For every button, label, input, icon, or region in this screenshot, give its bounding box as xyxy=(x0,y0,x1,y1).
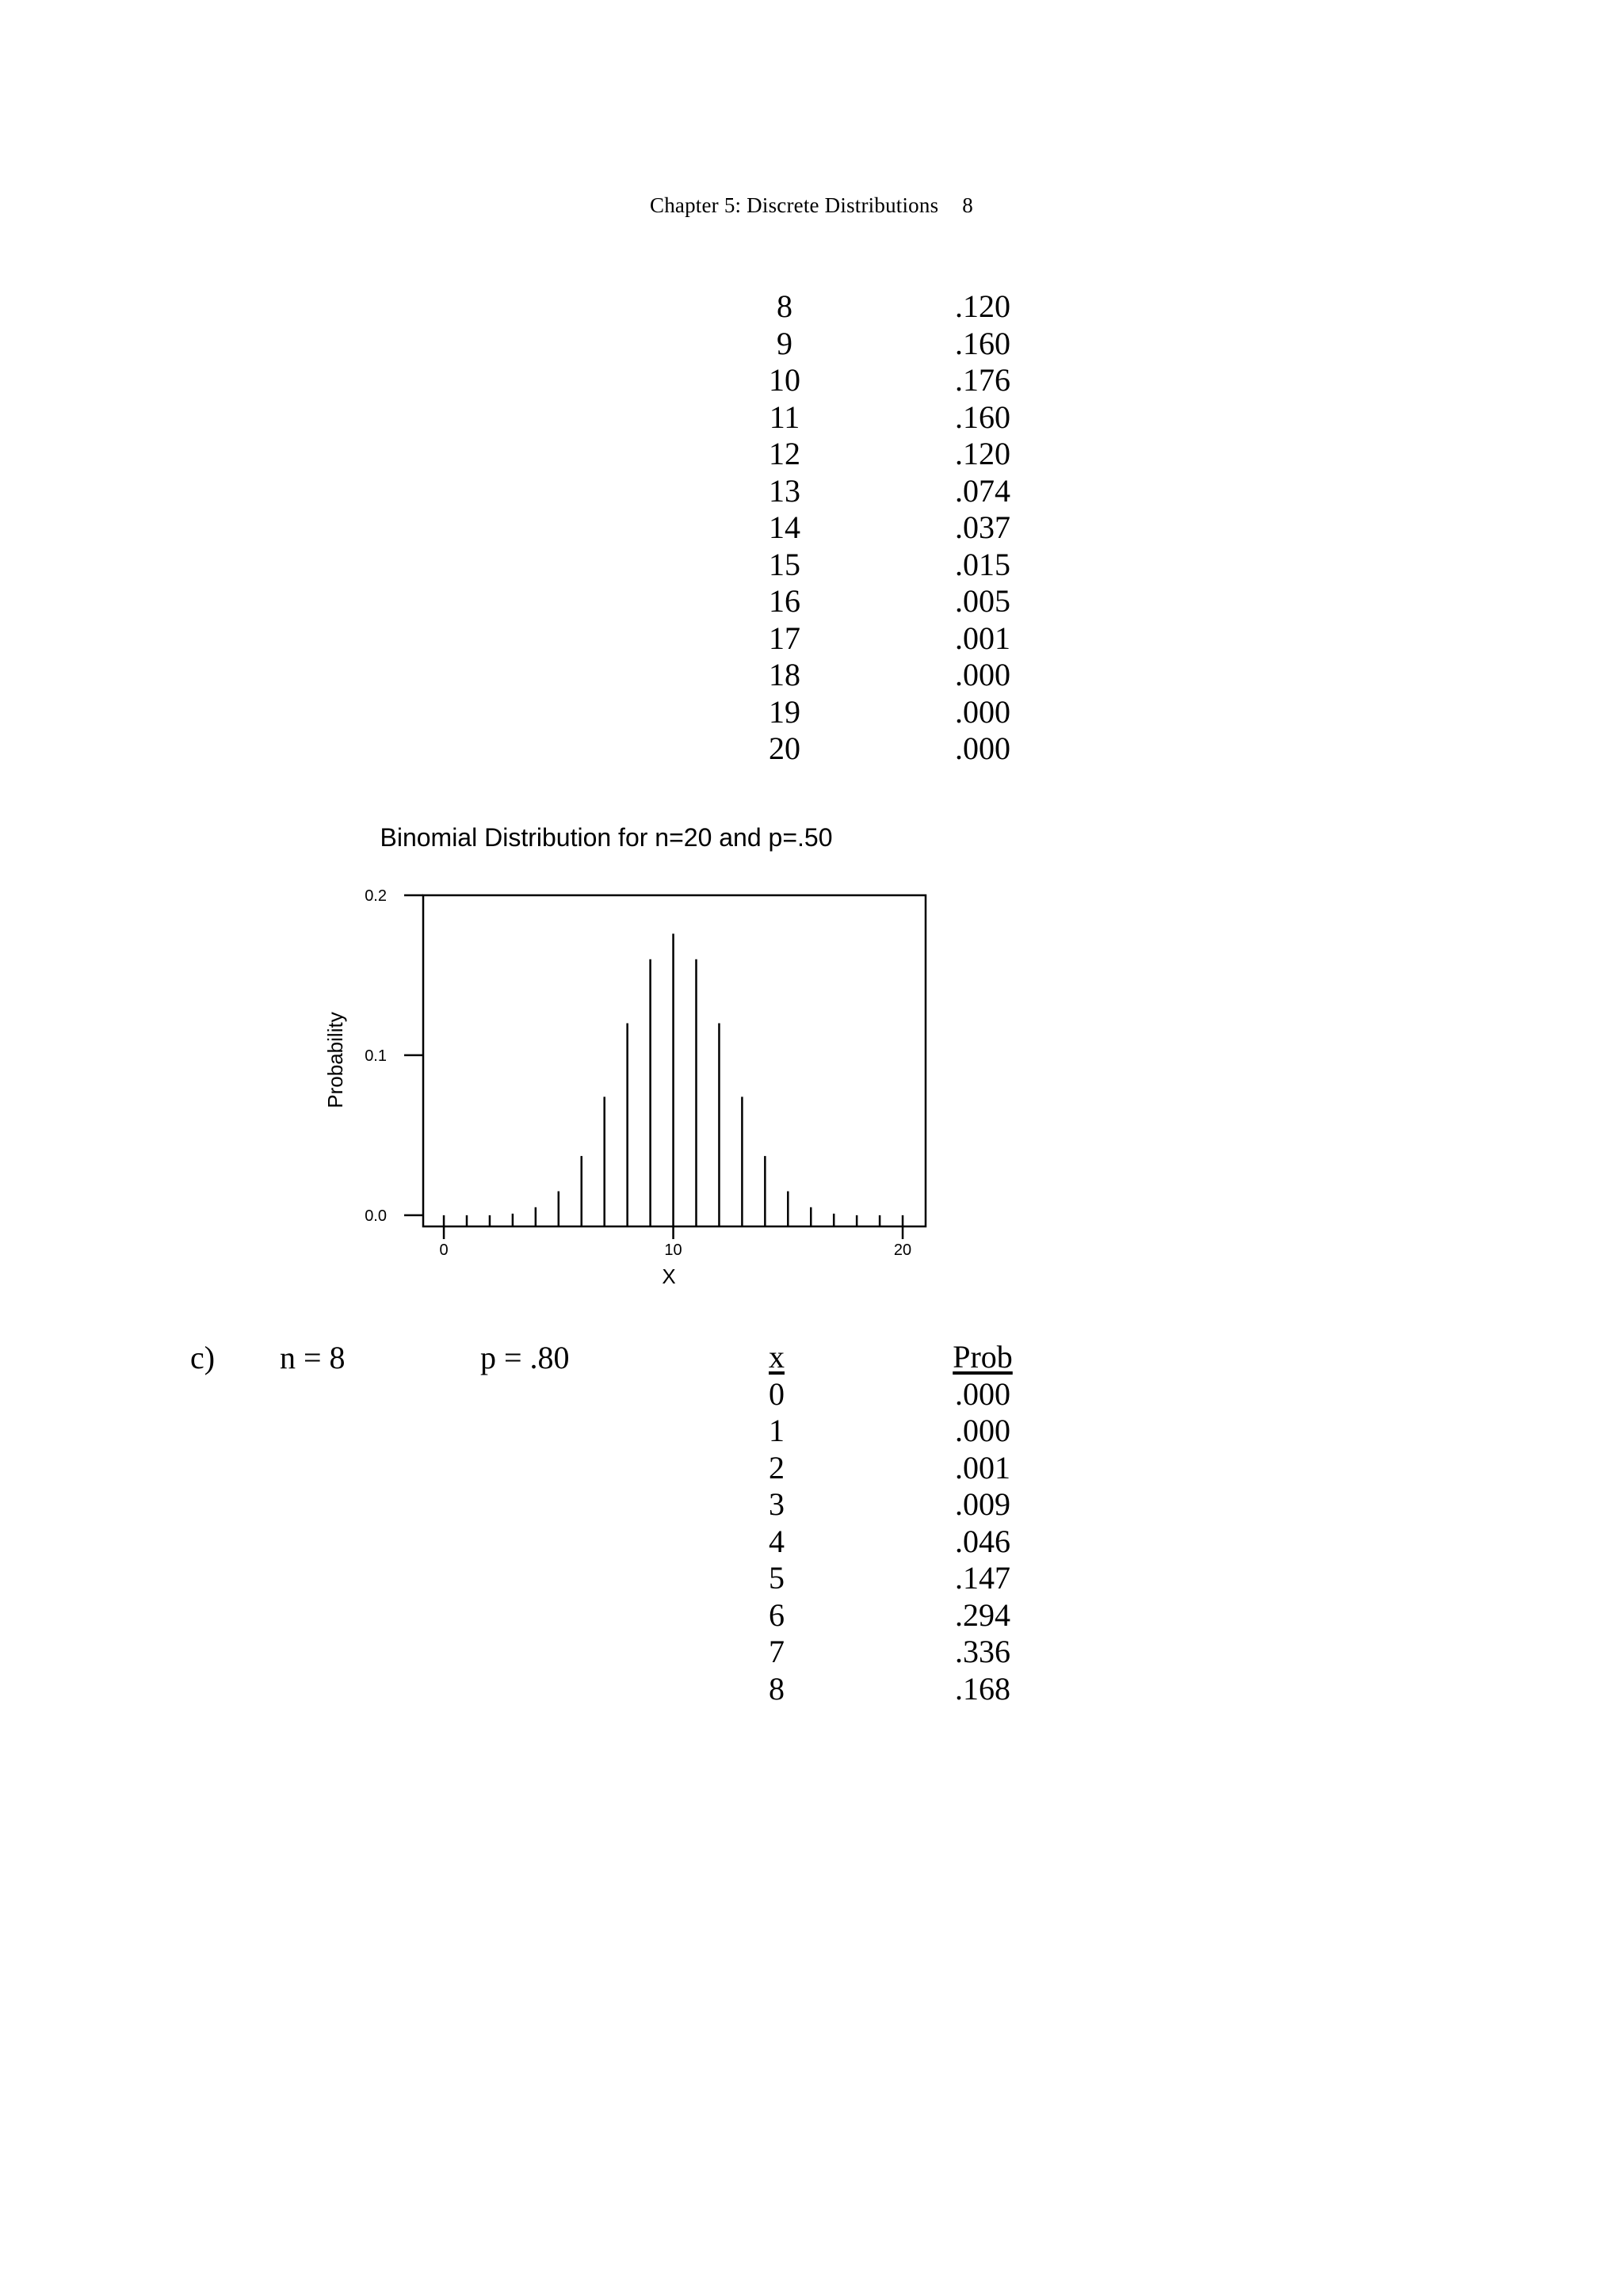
plot-frame xyxy=(423,895,926,1226)
chapter-title: Chapter 5: Discrete Distributions xyxy=(650,193,939,217)
x-value: 16 xyxy=(769,583,800,619)
x-value: 1 xyxy=(769,1413,785,1448)
x-value: 20 xyxy=(769,730,800,766)
prob-value: .009 xyxy=(955,1486,1010,1522)
y-axis-label: Probability xyxy=(323,1012,347,1108)
prob-value: .000 xyxy=(955,1413,1010,1448)
n-value: n = 8 xyxy=(280,1340,346,1375)
x-value: 8 xyxy=(769,1670,785,1707)
y-tick-label: 0.0 xyxy=(365,1207,387,1225)
x-value: 14 xyxy=(769,509,800,545)
prob-value: .176 xyxy=(955,362,1010,398)
page-header xyxy=(0,193,1623,218)
x-axis xyxy=(439,1226,911,1259)
prob-value: .000 xyxy=(955,693,1010,730)
prob-value: .336 xyxy=(955,1634,1010,1669)
prob-value: .000 xyxy=(955,1375,1010,1412)
prob-value: .005 xyxy=(955,583,1010,619)
p-value: p = .80 xyxy=(480,1340,570,1375)
x-tick-label: 0 xyxy=(439,1241,449,1259)
x-value: 18 xyxy=(769,657,800,692)
x-value: 3 xyxy=(769,1486,785,1522)
x-value: 9 xyxy=(777,325,792,361)
prob-header: Prob xyxy=(953,1339,1013,1375)
prob-value: .000 xyxy=(955,657,1010,692)
x-value: 0 xyxy=(769,1375,785,1412)
prob-value: .160 xyxy=(955,399,1010,435)
x-column xyxy=(721,1339,832,1707)
x-header: x xyxy=(769,1339,785,1375)
prob-value: .294 xyxy=(955,1596,1010,1633)
x-axis-label: X xyxy=(662,1264,676,1288)
prob-value: .015 xyxy=(955,546,1010,582)
probability-spikes xyxy=(444,933,903,1226)
prob-value: .037 xyxy=(955,509,1010,545)
x-tick-label: 10 xyxy=(664,1241,682,1259)
chart-title: Binomial Distribution for n=20 and p=.50 xyxy=(380,823,833,852)
binomial-chart xyxy=(301,800,999,1307)
page-number: 8 xyxy=(962,193,973,217)
y-tick-label: 0.2 xyxy=(365,887,387,905)
prob-value: .074 xyxy=(955,472,1010,509)
x-value: 6 xyxy=(769,1596,785,1633)
prob-value: .001 xyxy=(955,1449,1010,1486)
x-value: 5 xyxy=(769,1560,785,1596)
x-value: 13 xyxy=(769,472,800,509)
x-value: 4 xyxy=(769,1523,785,1559)
prob-value: .001 xyxy=(955,620,1010,656)
prob-column xyxy=(919,1339,1046,1707)
x-value: 8 xyxy=(777,288,792,324)
part-c-label: c) xyxy=(190,1340,216,1375)
y-axis xyxy=(365,887,423,1225)
x-value: 19 xyxy=(769,693,800,730)
x-value: 15 xyxy=(769,546,800,582)
prob-value: .120 xyxy=(955,288,1010,324)
prob-value: .000 xyxy=(955,730,1010,766)
x-column xyxy=(729,288,840,768)
x-value: 17 xyxy=(769,620,800,656)
x-value: 10 xyxy=(769,362,800,398)
prob-value: .160 xyxy=(955,325,1010,361)
prob-value: .168 xyxy=(955,1670,1010,1707)
x-value: 7 xyxy=(769,1634,785,1669)
x-value: 11 xyxy=(769,399,800,435)
prob-value: .120 xyxy=(955,436,1010,471)
prob-column xyxy=(919,288,1046,768)
prob-value: .147 xyxy=(955,1560,1010,1596)
prob-value: .046 xyxy=(955,1523,1010,1559)
x-tick-label: 20 xyxy=(893,1241,912,1259)
x-value: 2 xyxy=(769,1449,785,1486)
x-value: 12 xyxy=(769,436,800,471)
y-tick-label: 0.1 xyxy=(365,1047,387,1065)
